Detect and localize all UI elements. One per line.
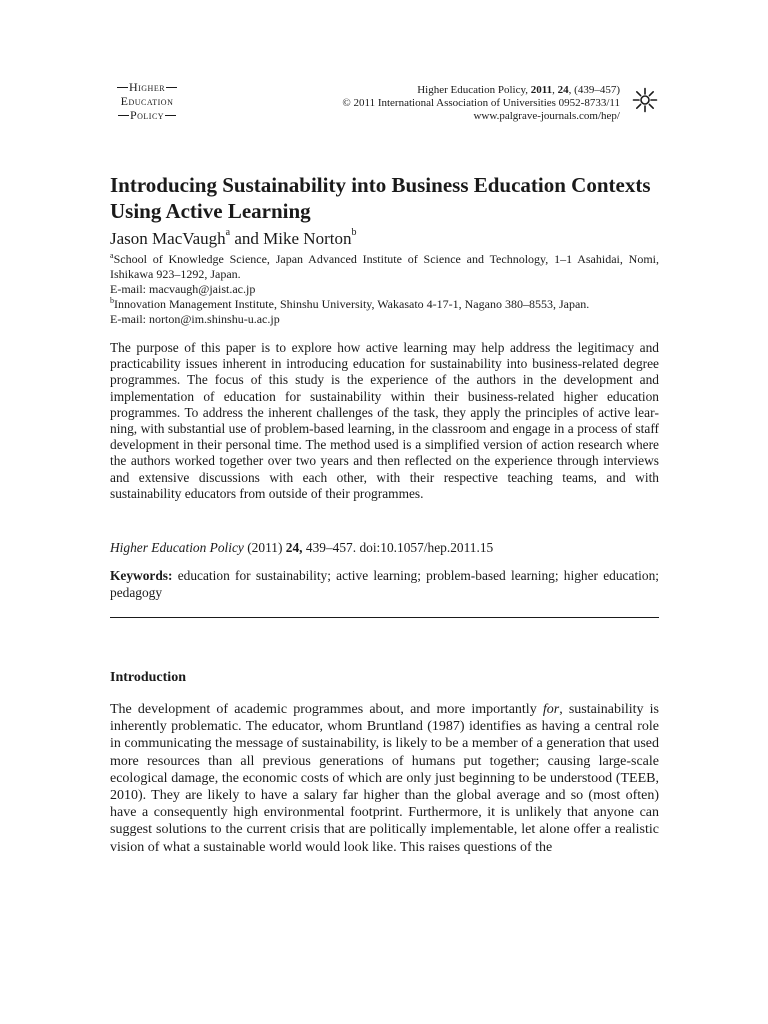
abstract: The purpose of this paper is to explore how active learning may help address the legitimacy and practicability issues inherent in introducing education for sustainability into business-related degree programmes. The focus of this study is the experience of the authors in the development and implementation of education for sustainability within their business-related higher education programmes. To address the inherent challenges of the task, they apply the principles of active learning, with substantial use of problem-based learning, in the classroom and engage in a process of staff development in their personal time. The method used is a simplified version of action research where the authors worked together over two years and then reflected on the experience through interviews and extensive discussions with each other, with their respective teaching teams, and with sustainability educators from outside of their programmes. — [110, 340, 659, 501]
section-heading: Introduction — [110, 670, 186, 685]
introduction-paragraph — [110, 701, 659, 856]
paper-title: Introducing Sustainability into Business Education Contexts Using Active Learning — [110, 173, 651, 223]
affiliation-a — [110, 252, 659, 282]
author-name: Jason MacVaugh — [110, 229, 226, 248]
logo-line-2: Education — [120, 94, 174, 108]
affiliations — [110, 252, 659, 327]
journal-pages: (439–457) — [574, 84, 620, 96]
intro-text: The development of academic programmes about, and more importantly — [110, 702, 543, 717]
journal-volume: 24 — [557, 84, 569, 96]
section-divider — [110, 617, 659, 618]
keywords-text: education for sustainability; active learning; problem-based learning; higher education; pedagogy — [110, 568, 663, 600]
affiliation-text: School of Knowledge Science, Japan Advanced Institute of Science and Technology, 1–1 Asahidai, Nomi, Ishikawa 923–1292, Japan. — [110, 252, 659, 281]
citation-journal: Higher Education Policy — [110, 540, 244, 555]
citation-line — [110, 540, 493, 556]
intro-emphasis: for — [542, 702, 560, 717]
logo-line-3: Policy — [129, 108, 165, 122]
journal-year: 2011 — [530, 84, 553, 96]
journal-citation-line: Higher Education Policy, 2011, 24, (439–457) — [417, 84, 620, 96]
logo-line-1: Higher — [128, 80, 166, 94]
affiliation-text: Innovation Management Institute, Shinshu University, Wakasato 4-17-1, Nagano 380–8553, Japan. — [114, 297, 590, 311]
copyright-line: © 2011 International Association of Universities 0952-8733/11 — [342, 97, 620, 109]
author-conjunction: and — [230, 229, 264, 248]
journal-url: www.palgrave-journals.com/hep/ — [473, 110, 620, 122]
affiliation-b — [110, 297, 659, 312]
email-b: E-mail: norton@im.shinshu-u.ac.jp — [110, 312, 280, 326]
affiliation-marker: b — [110, 296, 114, 305]
citation-volume: 24, — [285, 540, 303, 555]
journal-name: Higher Education Policy, — [417, 84, 529, 96]
author-line — [110, 228, 356, 250]
keywords-label: Keywords: — [110, 568, 173, 583]
email-a: E-mail: macvaugh@jaist.ac.jp — [110, 282, 256, 296]
affiliation-marker: b — [351, 227, 357, 239]
citation-year: (2011) — [243, 540, 286, 555]
keywords — [110, 568, 663, 601]
intro-text: , sustainability is inherently problematic. The educator, whom Bruntland (1987) identifies as having a central role in communicating the message of sustainability, is likely to be a member of a generation that used more resources than all previous generations of humans put together; causing large-scale ecological damage, the economic costs of which are only just beginning to be understood (TEEB, 2010). They are likely to have a salary far higher than the global average and so (most often) have a consequently high environmental footprint. Furthermore, it is unlikely that anyone can suggest solutions to the current crisis that are politically implementable, let alone offer a realistic vision of what a sustainable world would look like. This raises questions of the — [110, 702, 659, 855]
author-name: Mike Norton — [263, 229, 352, 248]
affiliation-marker: a — [110, 251, 114, 260]
journal-logo — [108, 80, 186, 122]
citation-rest: 439–457. doi:10.1057/hep.2011.15 — [302, 540, 494, 555]
palgrave-sun-icon — [632, 87, 658, 113]
journal-header — [342, 84, 620, 123]
affiliation-marker: a — [225, 227, 231, 239]
